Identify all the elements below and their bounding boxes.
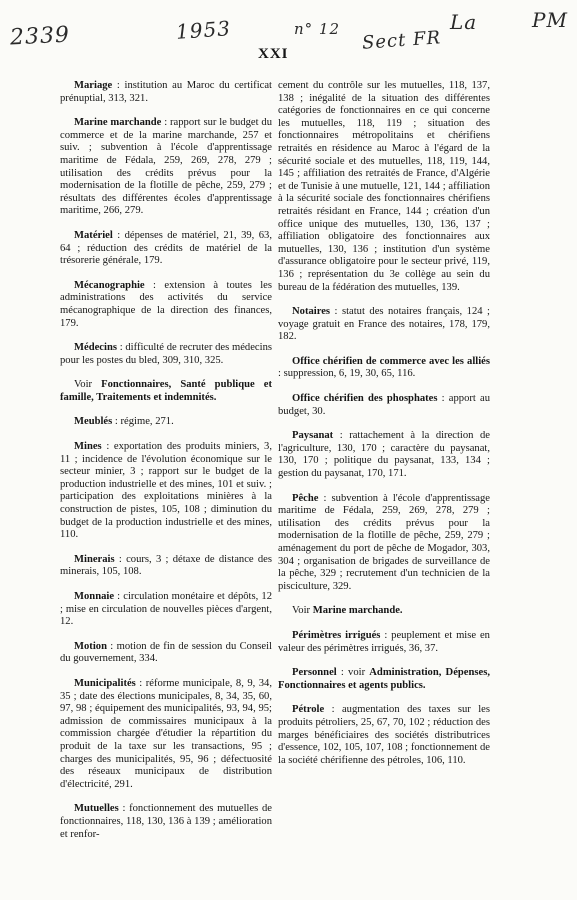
entry-term: Mariage: [74, 80, 113, 91]
index-entry: [60, 416, 272, 429]
index-entry: [278, 704, 490, 767]
index-entry: [278, 630, 490, 655]
handwritten-code: 2339: [9, 22, 71, 51]
entry-text: : peuplement et mise en valeur des périmètres irrigués, 36, 37.: [278, 629, 490, 654]
entry-text: : statut des notaires français, 124 ; voyage gratuit en France des notaires, 178, 179, 182.: [278, 306, 490, 343]
index-entry: [60, 641, 272, 666]
index-entry: [60, 678, 272, 791]
entry-text: : dépenses de matériel, 21, 39, 63, 64 ; réduction des crédits de matériel de la trésorerie générale, 179.: [60, 229, 272, 267]
entry-term: Médecins: [74, 342, 117, 354]
index-cross-reference: [278, 605, 490, 618]
index-entry: [278, 430, 490, 480]
see-label: Voir: [74, 379, 93, 391]
entry-term: Pêche: [292, 492, 319, 504]
index-entry: [60, 80, 272, 105]
index-entry: [278, 80, 490, 294]
entry-term: Mutuelles: [74, 803, 119, 815]
entry-text: : cours, 3 ; détaxe de distance des minerais, 105, 108.: [60, 553, 272, 578]
entry-term: Personnel: [292, 667, 337, 679]
entry-text: : difficulté de recruter des médecins pour les postes du bled, 309, 310, 325.: [60, 342, 272, 366]
entry-term: Office chérifien des phosphates: [292, 393, 438, 405]
see-label: Voir: [292, 605, 311, 617]
index-entry: [60, 230, 272, 268]
index-entry: [278, 393, 490, 418]
index-cross-reference: [60, 379, 272, 404]
index-entry: [60, 591, 272, 629]
index-column-right: [278, 80, 490, 779]
entry-term: Office chérifien de commerce avec les alliés: [292, 355, 490, 367]
entry-text: cement du contrôle sur les mutuelles, 118, 137, 138 ; inégalité de la situation des différentes catégories de fonctionnaires en ce qui concerne les mutuelles, 118, 119 ; situation des fonctionnaires métropolitains et chérifiens retraités en résidence au Maroc à l'égard de la sécurité sociale et des mutuelles, 118, 119, 144, 145 ; affiliation des retraités de France, d'Algérie et de Tunisie à une mutuelle, 121, 144 ; affiliation à la sécurité sociale des fonctionnaires chérifiens retraités résidant en France, 144 ; création d'un office unique des mutuelles, 130, 136, 137 ; affiliation obligatoire des fonctionnaires aux mutuelles, 130, 136 ; institution d'un système d'assurance obligatoire pour le secteur privé, 119, 136 ; représentation du 3e collège au sein du bureau de la fédération des mutuelles, 139.: [278, 80, 490, 293]
entry-text: : voir: [336, 667, 370, 679]
handwritten-section: Sect FR: [361, 27, 442, 54]
entry-text: : rattachement à la direction de l'agriculture, 130, 170 ; caractère du paysanat, 130, 170 ; politique du paysanat, 133, 134 ; gestion du paysanat, 170, 171.: [278, 430, 490, 480]
page-number: XXI: [258, 46, 289, 62]
entry-text: : réforme municipale, 8, 9, 34, 35 ; date des élections municipales, 8, 34, 35, 60, 97, 98 ; équipement des municipalités, 93, 94, 95; admission de commissaires municipaux à la commission chargée d'étudier la répartition du produit de la taxe sur les transactions, 95 ; charges des municipalités, 95, 96 ; défectuosité des réseaux municipaux de distribution d'électricité, 291.: [60, 677, 272, 790]
index-entry: [278, 493, 490, 594]
handwritten-initials: PM: [532, 8, 568, 32]
handwritten-number: n° 12: [294, 20, 341, 38]
entry-term: Minerais: [74, 553, 115, 565]
entry-text: : institution au Maroc du certificat prénuptial, 313, 321.: [60, 80, 272, 104]
index-column-left: [60, 80, 272, 853]
entry-term: Notaires: [292, 306, 331, 318]
entry-reference: Administration, Dépenses, Fonctionnaires et agents publics.: [278, 667, 490, 691]
index-entry: [278, 667, 490, 692]
entry-term: Matériel: [74, 229, 113, 241]
entry-text: : rapport sur le budget du commerce et de la marine marchande, 257 et suiv. ; subvention à l'école d'apprentissage maritime de Fédala, 259, 269, 278, 279 ; utilisation des crédits prévus pour la modernisation de la flotille de pêche, 259, 279 ; résultats des différentes écoles d'apprentissage maritime, 266, 279.: [60, 117, 272, 217]
entry-term: Monnaie: [74, 591, 115, 602]
entry-text: : subvention à l'école d'apprentissage maritime de Fédala, 259, 269, 278, 279 ; utilisation des crédits prévus pour la modernisation de la flotille de pêche, 259, 279 ; aménagement du port de pêche de Mogador, 303, 304 ; organisation de brigades de surveillance de la pêche, 329 ; recrutement d'un technicien de la pisciculture, 329.: [278, 492, 490, 592]
entry-text: : fonctionnement des mutuelles de fonctionnaires, 118, 130, 136 à 139 ; amélioration et renfor-: [60, 803, 272, 840]
index-entry: [60, 554, 272, 579]
entry-term: Mines: [74, 441, 102, 453]
see-reference: Fonctionnaires, Santé publique et famille, Traitements et indemnités.: [60, 379, 273, 403]
entry-term: Périmètres irrigués: [292, 629, 381, 641]
entry-term: Motion: [74, 640, 107, 652]
entry-term: Meublés: [74, 416, 113, 428]
index-entry: [278, 306, 490, 344]
index-entry: [60, 803, 272, 841]
index-entry: [60, 117, 272, 218]
entry-term: Paysanat: [292, 430, 334, 442]
handwritten-year: 1953: [175, 16, 232, 44]
index-entry: [60, 441, 272, 542]
entry-text: : motion de fin de session du Conseil du gouvernement, 334.: [60, 640, 272, 665]
entry-text: : extension à toutes les administrations des activités du service mécanographique de la direction des finances, 179.: [60, 279, 272, 329]
see-reference: Marine marchande.: [312, 605, 403, 617]
entry-text: : suppression, 6, 19, 30, 65, 116.: [278, 368, 416, 380]
entry-term: Pétrole: [292, 704, 325, 716]
index-entry: [60, 280, 272, 330]
index-entry: [60, 342, 272, 367]
entry-text: : exportation des produits miniers, 3, 11 ; incidence de l'évolution économique sur le secteur minier, 3 ; rapport sur le budget de la production industrielle et des mines, 101 et suiv. ; participation des exploitations minières à la construction de pistes, 105, 108 ; diminution du budget de la production industrielle et des mines, 110.: [60, 441, 272, 541]
index-entry: [278, 356, 490, 381]
entry-term: Municipalités: [74, 677, 136, 689]
entry-term: Marine marchande: [74, 117, 162, 129]
handwritten-mark: La: [450, 10, 478, 34]
entry-text: : augmentation des taxes sur les produits pétroliers, 25, 67, 70, 102 ; réduction des marges bénéficiaires des sociétés distributrices d'essence, 102, 105, 107, 108 ; fonctionnement de la société chérifienne des pétroles, 106, 110.: [278, 704, 490, 766]
entry-text: : régime, 271.: [112, 416, 174, 428]
entry-term: Mécanographie: [74, 279, 145, 291]
entry-text: : apport au budget, 30.: [278, 393, 490, 417]
entry-text: : circulation monétaire et dépôts, 12 ; mise en circulation de nouvelles pièces d'argent, 12.: [60, 591, 272, 628]
